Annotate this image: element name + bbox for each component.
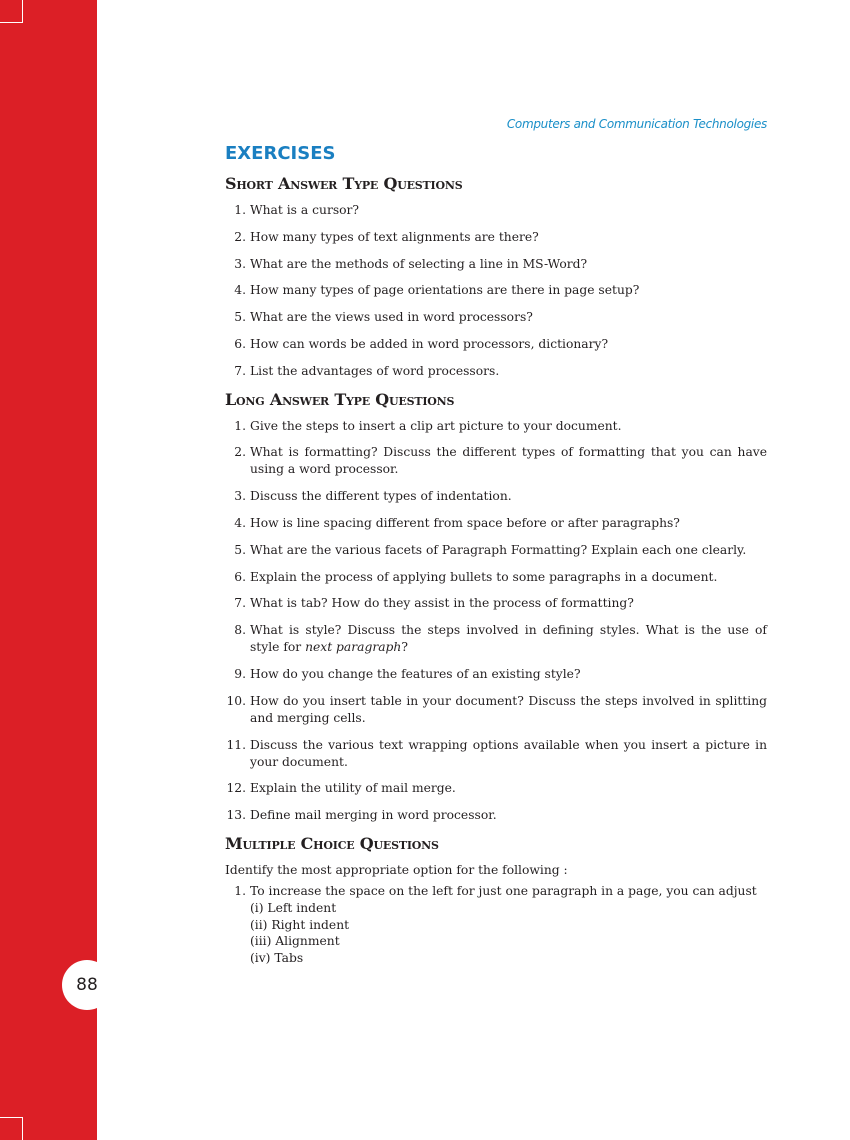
mcq-option: (iii) Alignment	[250, 934, 340, 949]
list-item: 7. List the advantages of word processors.	[234, 363, 500, 378]
list-item: 6. How can words be added in word processors, dictionary?	[234, 336, 609, 351]
list-item: 7. What is tab? How do they assist in the process of formatting?	[234, 596, 634, 611]
mcq-heading: Multiple Choice Questions	[225, 833, 439, 853]
list-item: 10. How do you insert table in your document? Discuss the steps involved in splitting and merging cells.	[226, 693, 767, 725]
exercises-title: EXERCISES	[225, 143, 336, 164]
list-item: 5. What are the views used in word processors?	[234, 310, 533, 325]
long-answer-heading: Long Answer Type Questions	[225, 389, 455, 409]
list-item: 3. Discuss the different types of indentation.	[234, 489, 512, 504]
mcq-option: (iv) Tabs	[250, 951, 304, 966]
crop-mark-top	[0, 0, 23, 23]
list-item: 1. Give the steps to insert a clip art picture to your document.	[234, 418, 622, 433]
mcq-list	[225, 883, 767, 967]
list-item: 1. What is a cursor?	[234, 203, 360, 217]
list-item: 13. Define mail merging in word processor.	[226, 808, 497, 823]
crop-mark-bottom	[0, 1117, 23, 1140]
list-item: 9. How do you change the features of an existing style?	[234, 666, 581, 681]
list-item: 2. What is formatting? Discuss the different types of formatting that you can have using a word processor.	[234, 445, 767, 477]
list-item: 5. What are the various facets of Paragraph Formatting? Explain each one clearly.	[234, 542, 747, 557]
list-item: 12. Explain the utility of mail merge.	[226, 781, 456, 796]
list-item: 8. What is style? Discuss the steps involved in defining styles. What is the use of style for next paragraph?	[234, 623, 767, 655]
running-header: Computers and Communication Technologies	[506, 117, 767, 131]
mcq-option: (i) Left indent	[250, 900, 337, 915]
mcq-options	[250, 900, 767, 967]
page-number: 88	[62, 960, 112, 1010]
list-item: 4. How is line spacing different from space before or after paragraphs?	[234, 515, 680, 530]
short-answer-list	[225, 202, 767, 380]
list-item: 11. Discuss the various text wrapping options available when you insert a picture in your document.	[226, 737, 767, 769]
list-item: 2. How many types of text alignments are there?	[234, 229, 539, 244]
exercises-content	[225, 143, 767, 967]
mcq-option: (ii) Right indent	[250, 917, 350, 932]
list-item: 4. How many types of page orientations are there in page setup?	[234, 283, 640, 298]
long-answer-list	[225, 418, 767, 825]
mcq-instruction: Identify the most appropriate option for the following :	[225, 862, 568, 877]
list-item: 1. To increase the space on the left for just one paragraph in a page, you can adjust (i) Left indent (ii) Right indent (iii) Alignment (iv) Tabs	[225, 883, 767, 967]
short-answer-heading: Short Answer Type Questions	[225, 174, 463, 193]
list-item: 6. Explain the process of applying bullets to some paragraphs in a document.	[234, 569, 718, 584]
list-item: 3. What are the methods of selecting a line in MS-Word?	[234, 256, 588, 271]
